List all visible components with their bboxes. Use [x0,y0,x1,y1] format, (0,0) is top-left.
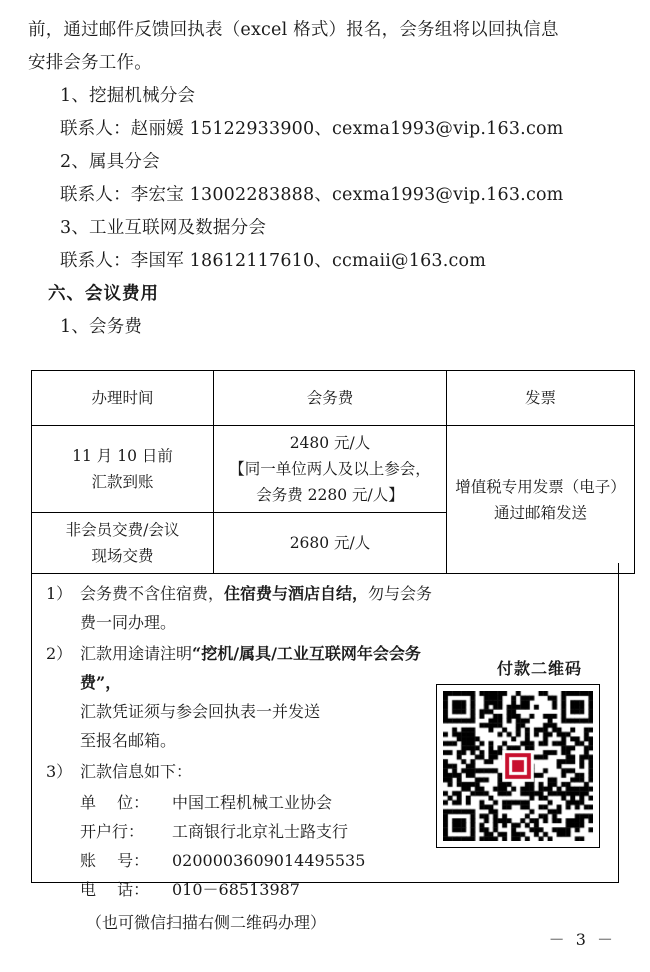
row1-time [32,426,214,513]
bank-value-account: 0200003609014495535 [172,851,366,870]
note-2-extra-line-1: 汇款凭证须与参会回执表一并发送 [80,702,321,721]
row2-time-line1: 非会员交费/会议 [65,521,180,539]
header-time: 办理时间 [32,371,214,426]
bank-label-bank: 开户行： [80,822,145,841]
row1-fee-line3: 会务费 2280 元/人】 [256,486,404,504]
bank-info-row-3 [80,846,446,875]
branch-title-1: 1、挖掘机械分会 [60,86,196,106]
note-1-seg-1: 会务费不含住宿费， [80,584,225,603]
bank-label-phone: 电 话： [80,880,150,899]
table-header-row [32,371,635,426]
note-2-seg-2: “挖机/属具/工业互联网年会会务费”， [80,644,421,692]
row2-fee-line1: 2680 元/人 [289,534,371,552]
row1-fee-line2: 【同一单位两人及以上参会， [229,460,431,478]
note-2-seg-1: 汇款用途请注明 [80,644,193,663]
qr-canvas [443,691,593,841]
row1-time-line1: 11 月 10 日前 [72,447,173,465]
header-invoice: 发票 [447,371,635,426]
page-number: － 3 － [548,930,616,949]
branch-contact-3: 联系人：李国军 18612117610、ccmaii@163.com [60,251,487,271]
note-3-body [80,757,446,937]
note-1-number: 1） [46,584,73,603]
notes-box [31,563,619,932]
note-2-body [80,639,446,755]
row1-time-line2: 汇款到账 [91,473,154,491]
bank-info-row-4 [80,875,446,904]
document-body [28,14,628,344]
bank-value-bank: 工商银行北京礼士路支行 [172,822,349,841]
payment-qr-code [436,684,600,848]
bank-info-row-1 [80,788,446,817]
bank-label-unit: 单 位： [80,793,150,812]
subsection-title: 1、会务费 [60,317,143,337]
note-1-body [80,579,446,637]
bank-info-row-2 [80,817,446,846]
note-1-seg-3: 勿与会务费一同办理。 [80,584,433,632]
invoice-cell [447,426,635,574]
note-3-seg-1: 汇款信息如下： [80,762,193,781]
note-item-2 [46,639,446,755]
notes-list [46,579,446,939]
section-title: 六、会议费用 [48,284,159,304]
invoice-line2: 通过邮箱发送 [493,503,587,522]
branch-title-3: 3、工业互联网及数据分会 [60,218,267,238]
branch-title-2: 2、属具分会 [60,152,160,172]
note-2-number: 2） [46,644,73,663]
fee-table-container [31,370,626,574]
row1-fee-line1: 2480 元/人 [289,434,371,452]
bank-tail-note: （也可微信扫描右侧二维码办理） [86,913,327,932]
branch-contact-2: 联系人：李宏宝 13002283888、cexma1993@vip.163.com [60,185,564,205]
row1-fee [214,426,447,513]
qr-caption: 付款二维码 [496,659,582,678]
note-3-number: 3） [46,762,73,781]
bank-label-account: 账 号： [80,851,150,870]
invoice-line1: 增值税专用发票（电子） [455,477,626,496]
header-fee: 会务费 [214,371,447,426]
note-2-extra-line-2: 至报名邮箱。 [80,731,177,750]
row2-time-line2: 现场交费 [91,547,154,565]
table-row [32,426,635,513]
note-item-3 [46,757,446,937]
intro-line-2: 安排会务工作。 [28,53,152,73]
bank-info-block [80,788,446,937]
intro-line-1: 前，通过邮件反馈回执表（excel 格式）报名，会务组将以回执信息 [28,20,559,40]
note-item-1 [46,579,446,637]
branch-contact-1: 联系人：赵丽媛 15122933900、cexma1993@vip.163.com [60,119,564,139]
fee-table [31,370,635,574]
bank-value-unit: 中国工程机械工业协会 [172,793,333,812]
bank-value-phone: 010－68513987 [172,880,300,899]
note-1-seg-2: 住宿费与酒店自结， [224,584,369,603]
